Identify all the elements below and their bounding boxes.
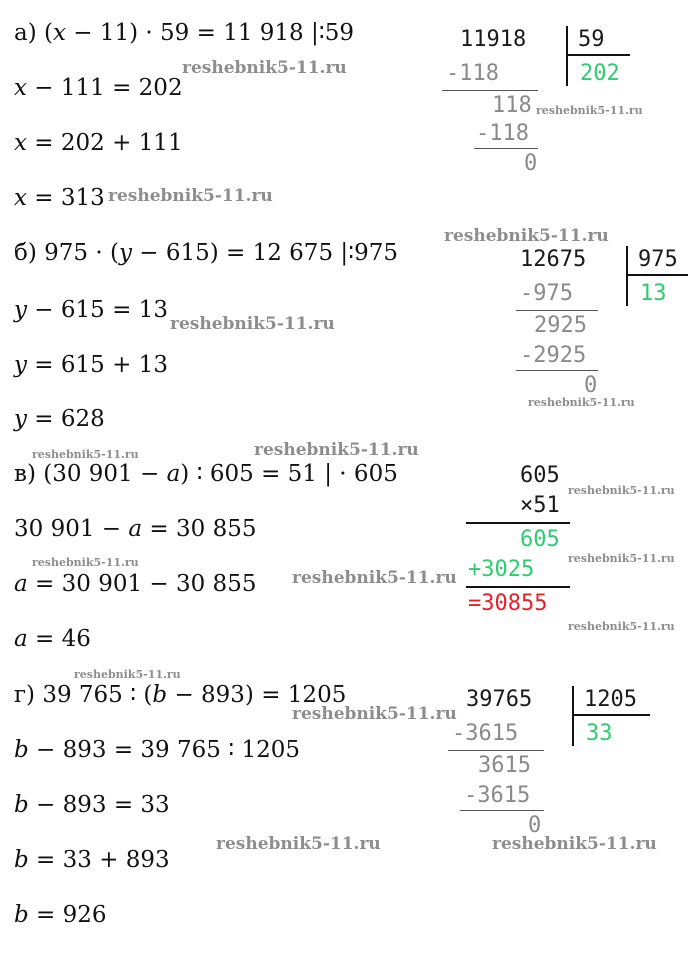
division-b-dividend: 12675 [520, 247, 587, 272]
multiplication-c-partial-2: +3025 [468, 557, 535, 582]
division-d-divisor: 1205 [584, 687, 637, 712]
division-d-line-2 [460, 810, 544, 811]
eq-c-line-3: a = 30 901 − 30 855 [14, 571, 257, 597]
watermark: reshebnik5-11.ru [74, 668, 181, 681]
division-b-rem-1: 2925 [534, 313, 587, 338]
division-a-divisor: 59 [578, 27, 605, 52]
watermark: reshebnik5-11.ru [108, 186, 273, 206]
eq-d-line-4: b = 33 + 893 [14, 847, 170, 873]
eq-b-line-4: y = 628 [14, 406, 105, 432]
watermark: reshebnik5-11.ru [536, 104, 643, 117]
division-b-sub-2: -2925 [520, 343, 587, 368]
watermark: reshebnik5-11.ru [292, 568, 457, 588]
division-a-quotient: 202 [580, 61, 620, 86]
watermark: reshebnik5-11.ru [254, 440, 419, 460]
division-d-divisor-line [574, 714, 650, 716]
division-b-quotient: 13 [640, 281, 667, 306]
eq-d-line-5: b = 926 [14, 902, 107, 928]
multiplication-c-result: =30855 [468, 591, 548, 616]
eq-a-line-3: x = 202 + 111 [14, 130, 183, 156]
division-a-divisor-line [568, 54, 630, 56]
eq-c-line-4: a = 46 [14, 626, 91, 652]
multiplication-c-top: 605 [520, 463, 560, 488]
division-a-sub-1: -118 [446, 61, 499, 86]
division-a-rem-2: 0 [524, 151, 538, 176]
division-b-rem-2: 0 [584, 373, 598, 398]
multiplication-c-partial-1: 605 [520, 527, 560, 552]
division-b-divisor-line [628, 274, 688, 276]
eq-d-line-2: b − 893 = 39 765 ∶ 1205 [14, 737, 301, 763]
multiplication-c-line-2 [466, 586, 570, 588]
eq-a-line-2: x − 111 = 202 [14, 75, 183, 101]
division-d-bracket [572, 686, 574, 746]
watermark: reshebnik5-11.ru [568, 484, 675, 497]
division-d-sub-2: -3615 [464, 783, 531, 808]
division-a-line-2 [474, 148, 538, 149]
eq-a-line-4: x = 313 [14, 185, 105, 211]
watermark: reshebnik5-11.ru [32, 448, 139, 461]
division-b-line-1 [516, 310, 598, 311]
watermark: reshebnik5-11.ru [216, 834, 381, 854]
watermark: reshebnik5-11.ru [568, 552, 675, 565]
division-d-rem-1: 3615 [478, 753, 531, 778]
division-d-line-1 [448, 750, 544, 751]
eq-c-line-2: 30 901 − a = 30 855 [14, 516, 257, 542]
eq-b-line-1: б) 975 · (y − 615) = 12 675 |∶975 [14, 240, 399, 266]
watermark: reshebnik5-11.ru [444, 226, 609, 246]
division-b-bracket [626, 246, 628, 306]
division-a-line-1 [442, 90, 538, 91]
division-a-sub-2: -118 [476, 121, 529, 146]
division-d-rem-2: 0 [528, 813, 542, 838]
watermark: reshebnik5-11.ru [32, 556, 139, 569]
watermark: reshebnik5-11.ru [182, 58, 347, 78]
division-d-quotient: 33 [586, 721, 613, 746]
eq-b-line-3: y = 615 + 13 [14, 352, 168, 378]
division-a-dividend: 11918 [460, 27, 527, 52]
watermark: reshebnik5-11.ru [170, 314, 335, 334]
watermark: reshebnik5-11.ru [292, 704, 457, 724]
eq-b-line-2: y − 615 = 13 [14, 297, 168, 323]
division-b-sub-1: -975 [520, 281, 573, 306]
division-b-line-2 [516, 370, 598, 371]
watermark: reshebnik5-11.ru [492, 834, 657, 854]
eq-c-line-1: в) (30 901 − a) ∶ 605 = 51 | · 605 [14, 461, 398, 487]
division-a-rem-1: 118 [492, 93, 532, 118]
eq-a-line-1: а) (x − 11) · 59 = 11 918 |∶59 [14, 20, 354, 46]
division-a-bracket [566, 26, 568, 86]
watermark: reshebnik5-11.ru [528, 396, 635, 409]
watermark: reshebnik5-11.ru [568, 620, 675, 633]
division-d-sub-1: -3615 [452, 721, 519, 746]
eq-d-line-3: b − 893 = 33 [14, 792, 170, 818]
eq-d-line-1: г) 39 765 ∶ (b − 893) = 1205 [14, 682, 347, 708]
multiplication-c-line-1 [466, 522, 570, 524]
division-d-dividend: 39765 [466, 687, 533, 712]
multiplication-c-multiplier: ×51 [520, 493, 560, 518]
division-b-divisor: 975 [638, 247, 678, 272]
